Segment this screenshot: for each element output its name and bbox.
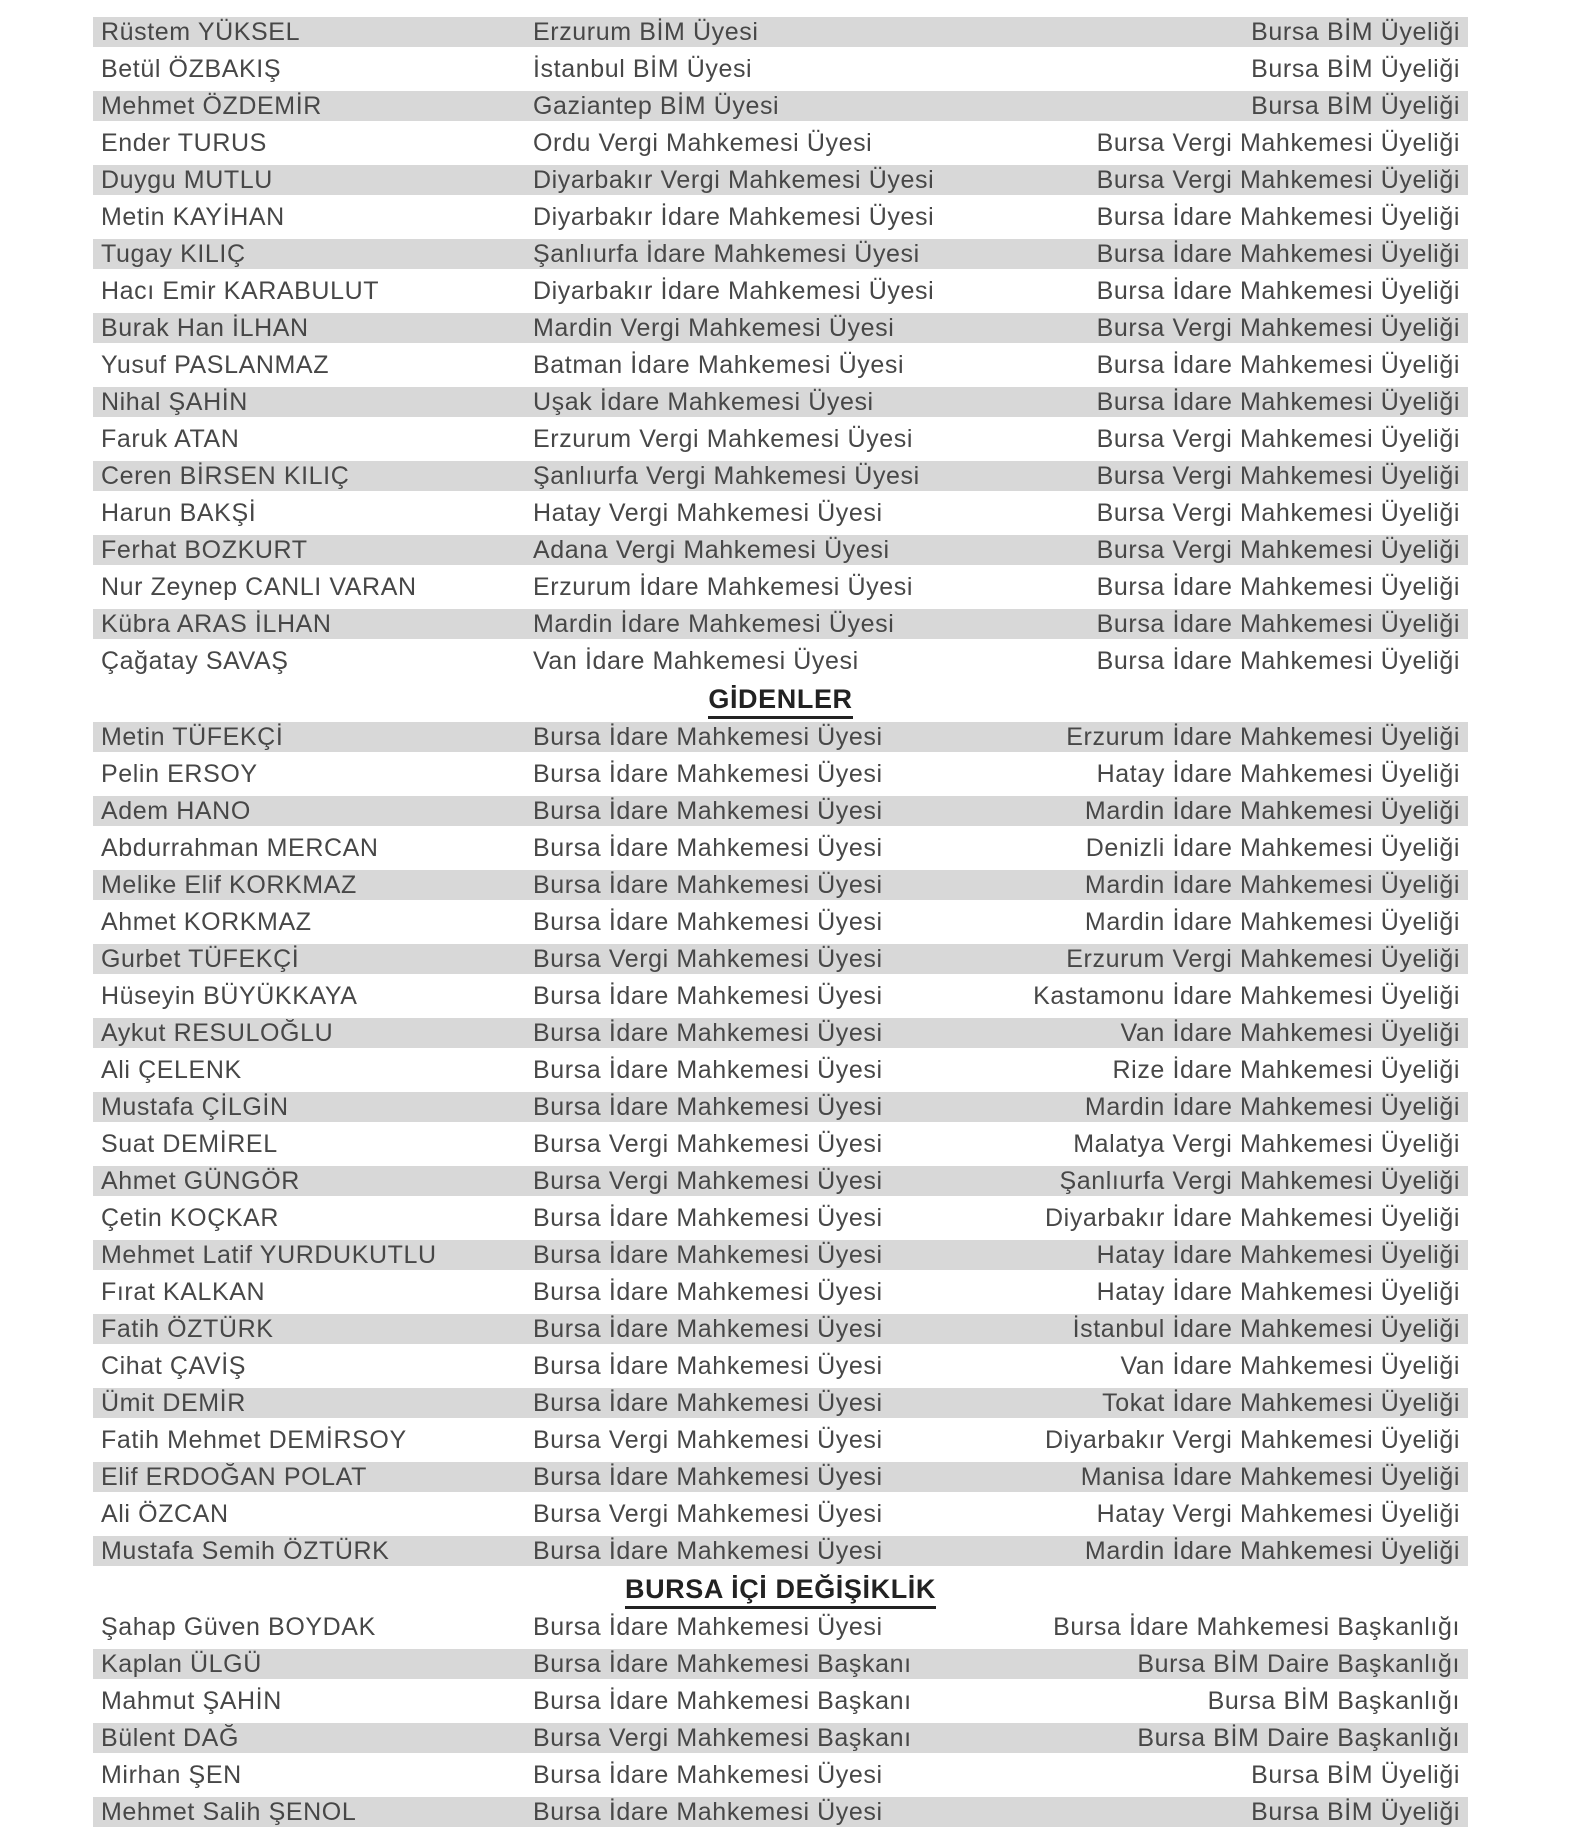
section-header bbox=[93, 1573, 1468, 1605]
table-row bbox=[93, 944, 1468, 974]
table-row bbox=[93, 498, 1468, 528]
table-row bbox=[93, 202, 1468, 232]
current-position: Batman İdare Mahkemesi Üyesi bbox=[533, 351, 905, 379]
table-row bbox=[93, 1499, 1468, 1529]
table-row bbox=[93, 1129, 1468, 1159]
new-position: Bursa İdare Mahkemesi Üyeliği bbox=[1096, 388, 1460, 416]
table-row bbox=[93, 759, 1468, 789]
current-position: Bursa İdare Mahkemesi Üyesi bbox=[533, 723, 883, 751]
person-name: Melike Elif KORKMAZ bbox=[101, 871, 357, 899]
section-title: GİDENLER bbox=[708, 683, 852, 719]
current-position: Bursa İdare Mahkemesi Üyesi bbox=[533, 1537, 883, 1565]
current-position: Şanlıurfa Vergi Mahkemesi Üyesi bbox=[533, 462, 920, 490]
current-position: Bursa İdare Mahkemesi Başkanı bbox=[533, 1687, 912, 1715]
new-position: Bursa İdare Mahkemesi Üyeliği bbox=[1096, 203, 1460, 231]
table-row bbox=[93, 609, 1468, 639]
table-row bbox=[93, 313, 1468, 343]
current-position: Bursa İdare Mahkemesi Üyesi bbox=[533, 1389, 883, 1417]
current-position: Van İdare Mahkemesi Üyesi bbox=[533, 647, 859, 675]
current-position: Bursa İdare Mahkemesi Üyesi bbox=[533, 760, 883, 788]
person-name: Fırat KALKAN bbox=[101, 1278, 266, 1306]
person-name: Mehmet Salih ŞENOL bbox=[101, 1798, 357, 1826]
person-name: Fatih ÖZTÜRK bbox=[101, 1315, 274, 1343]
new-position: Bursa İdare Mahkemesi Üyeliği bbox=[1096, 240, 1460, 268]
person-name: Yusuf PASLANMAZ bbox=[101, 351, 330, 379]
current-position: Bursa İdare Mahkemesi Üyesi bbox=[533, 1241, 883, 1269]
table-row bbox=[93, 239, 1468, 269]
new-position: Bursa İdare Mahkemesi Başkanlığı bbox=[1053, 1613, 1460, 1641]
person-name: Duygu MUTLU bbox=[101, 166, 273, 194]
person-name: Elif ERDOĞAN POLAT bbox=[101, 1463, 367, 1491]
table-row bbox=[93, 54, 1468, 84]
new-position: Malatya Vergi Mahkemesi Üyeliği bbox=[1073, 1130, 1460, 1158]
current-position: Bursa İdare Mahkemesi Üyesi bbox=[533, 1352, 883, 1380]
person-name: Burak Han İLHAN bbox=[101, 314, 309, 342]
new-position: Hatay İdare Mahkemesi Üyeliği bbox=[1096, 1241, 1460, 1269]
table-row bbox=[93, 1277, 1468, 1307]
current-position: Uşak İdare Mahkemesi Üyesi bbox=[533, 388, 874, 416]
new-position: Bursa İdare Mahkemesi Üyeliği bbox=[1096, 351, 1460, 379]
table-row bbox=[93, 165, 1468, 195]
person-name: Hacı Emir KARABULUT bbox=[101, 277, 380, 305]
new-position: Hatay İdare Mahkemesi Üyeliği bbox=[1096, 1278, 1460, 1306]
table-row bbox=[93, 1649, 1468, 1679]
current-position: Bursa İdare Mahkemesi Üyesi bbox=[533, 1204, 883, 1232]
table-row bbox=[93, 646, 1468, 676]
current-position: Bursa Vergi Mahkemesi Üyesi bbox=[533, 1500, 883, 1528]
person-name: Ümit DEMİR bbox=[101, 1389, 246, 1417]
table-row bbox=[93, 1425, 1468, 1455]
new-position: Bursa BİM Üyeliği bbox=[1251, 55, 1460, 83]
table-row bbox=[93, 535, 1468, 565]
table-row bbox=[93, 1760, 1468, 1790]
current-position: Bursa İdare Mahkemesi Üyesi bbox=[533, 871, 883, 899]
person-name: Ceren BİRSEN KILIÇ bbox=[101, 462, 350, 490]
person-name: Ender TURUS bbox=[101, 129, 267, 157]
person-name: Mustafa Semih ÖZTÜRK bbox=[101, 1537, 390, 1565]
person-name: Harun BAKŞİ bbox=[101, 499, 257, 527]
current-position: Bursa İdare Mahkemesi Üyesi bbox=[533, 797, 883, 825]
current-position: Bursa İdare Mahkemesi Üyesi bbox=[533, 1019, 883, 1047]
person-name: Metin KAYİHAN bbox=[101, 203, 285, 231]
current-position: Bursa İdare Mahkemesi Başkanı bbox=[533, 1650, 912, 1678]
new-position: Mardin İdare Mahkemesi Üyeliği bbox=[1084, 1537, 1460, 1565]
table-row bbox=[93, 91, 1468, 121]
table-row bbox=[93, 1240, 1468, 1270]
new-position: Bursa Vergi Mahkemesi Üyeliği bbox=[1096, 499, 1460, 527]
table-row bbox=[93, 1166, 1468, 1196]
new-position: Mardin İdare Mahkemesi Üyeliği bbox=[1084, 908, 1460, 936]
current-position: Bursa İdare Mahkemesi Üyesi bbox=[533, 908, 883, 936]
new-position: Bursa İdare Mahkemesi Üyeliği bbox=[1096, 573, 1460, 601]
new-position: Mardin İdare Mahkemesi Üyeliği bbox=[1084, 871, 1460, 899]
new-position: Bursa BİM Başkanlığı bbox=[1207, 1687, 1460, 1715]
new-position: Erzurum İdare Mahkemesi Üyeliği bbox=[1066, 723, 1460, 751]
new-position: Diyarbakır İdare Mahkemesi Üyeliği bbox=[1045, 1204, 1460, 1232]
new-position: Bursa Vergi Mahkemesi Üyeliği bbox=[1096, 462, 1460, 490]
new-position: Bursa İdare Mahkemesi Üyeliği bbox=[1096, 277, 1460, 305]
new-position: Bursa Vergi Mahkemesi Üyeliği bbox=[1096, 166, 1460, 194]
table-row bbox=[93, 1018, 1468, 1048]
new-position: İstanbul İdare Mahkemesi Üyeliği bbox=[1072, 1315, 1460, 1343]
table-row bbox=[93, 1092, 1468, 1122]
new-position: Rize İdare Mahkemesi Üyeliği bbox=[1112, 1056, 1460, 1084]
current-position: Bursa İdare Mahkemesi Üyesi bbox=[533, 1315, 883, 1343]
person-name: Çetin KOÇKAR bbox=[101, 1204, 280, 1232]
new-position: Bursa BİM Üyeliği bbox=[1251, 1761, 1460, 1789]
current-position: Şanlıurfa İdare Mahkemesi Üyesi bbox=[533, 240, 920, 268]
current-position: Erzurum İdare Mahkemesi Üyesi bbox=[533, 573, 914, 601]
person-name: Gurbet TÜFEKÇİ bbox=[101, 945, 300, 973]
person-name: Hüseyin BÜYÜKKAYA bbox=[101, 982, 358, 1010]
person-name: Çağatay SAVAŞ bbox=[101, 647, 289, 675]
table-row bbox=[93, 1723, 1468, 1753]
new-position: Bursa BİM Üyeliği bbox=[1251, 18, 1460, 46]
new-position: Bursa BİM Üyeliği bbox=[1251, 92, 1460, 120]
person-name: Fatih Mehmet DEMİRSOY bbox=[101, 1426, 407, 1454]
current-position: Ordu Vergi Mahkemesi Üyesi bbox=[533, 129, 873, 157]
person-name: Kübra ARAS İLHAN bbox=[101, 610, 332, 638]
new-position: Şanlıurfa Vergi Mahkemesi Üyeliği bbox=[1059, 1167, 1460, 1195]
current-position: Bursa İdare Mahkemesi Üyesi bbox=[533, 1278, 883, 1306]
table-row bbox=[93, 387, 1468, 417]
table-row bbox=[93, 424, 1468, 454]
table-row bbox=[93, 1536, 1468, 1566]
new-position: Bursa Vergi Mahkemesi Üyeliği bbox=[1096, 536, 1460, 564]
new-position: Bursa BİM Daire Başkanlığı bbox=[1137, 1724, 1460, 1752]
new-position: Mardin İdare Mahkemesi Üyeliği bbox=[1084, 1093, 1460, 1121]
table-row bbox=[93, 870, 1468, 900]
table-row bbox=[93, 981, 1468, 1011]
table-row bbox=[93, 796, 1468, 826]
current-position: İstanbul BİM Üyesi bbox=[533, 55, 753, 83]
current-position: Bursa İdare Mahkemesi Üyesi bbox=[533, 1093, 883, 1121]
new-position: Denizli İdare Mahkemesi Üyeliği bbox=[1085, 834, 1460, 862]
section-title: BURSA İÇİ DEĞİŞİKLİK bbox=[625, 1573, 936, 1609]
new-position: Manisa İdare Mahkemesi Üyeliği bbox=[1080, 1463, 1460, 1491]
person-name: Mirhan ŞEN bbox=[101, 1761, 242, 1789]
table-row bbox=[93, 722, 1468, 752]
person-name: Nur Zeynep CANLI VARAN bbox=[101, 573, 417, 601]
new-position: Van İdare Mahkemesi Üyeliği bbox=[1120, 1019, 1460, 1047]
table-row bbox=[93, 1055, 1468, 1085]
table-row bbox=[93, 1351, 1468, 1381]
current-position: Bursa İdare Mahkemesi Üyesi bbox=[533, 1613, 883, 1641]
table-row bbox=[93, 1203, 1468, 1233]
person-name: Mehmet ÖZDEMİR bbox=[101, 92, 322, 120]
current-position: Erzurum Vergi Mahkemesi Üyesi bbox=[533, 425, 914, 453]
table-row bbox=[93, 350, 1468, 380]
person-name: Kaplan ÜLGÜ bbox=[101, 1650, 262, 1678]
current-position: Bursa İdare Mahkemesi Üyesi bbox=[533, 1798, 883, 1826]
section-header bbox=[93, 683, 1468, 715]
current-position: Adana Vergi Mahkemesi Üyesi bbox=[533, 536, 890, 564]
person-name: Cihat ÇAVİŞ bbox=[101, 1352, 247, 1380]
new-position: Bursa İdare Mahkemesi Üyeliği bbox=[1096, 647, 1460, 675]
person-name: Ahmet GÜNGÖR bbox=[101, 1167, 300, 1195]
person-name: Abdurrahman MERCAN bbox=[101, 834, 379, 862]
table-row bbox=[93, 461, 1468, 491]
person-name: Betül ÖZBAKIŞ bbox=[101, 55, 282, 83]
current-position: Bursa Vergi Mahkemesi Üyesi bbox=[533, 1167, 883, 1195]
person-name: Bülent DAĞ bbox=[101, 1724, 240, 1752]
new-position: Mardin İdare Mahkemesi Üyeliği bbox=[1084, 797, 1460, 825]
new-position: Van İdare Mahkemesi Üyeliği bbox=[1120, 1352, 1460, 1380]
current-position: Mardin İdare Mahkemesi Üyesi bbox=[533, 610, 895, 638]
new-position: Bursa Vergi Mahkemesi Üyeliği bbox=[1096, 314, 1460, 342]
table-row bbox=[93, 1388, 1468, 1418]
table-row bbox=[93, 907, 1468, 937]
new-position: Bursa Vergi Mahkemesi Üyeliği bbox=[1096, 129, 1460, 157]
person-name: Ali ÇELENK bbox=[101, 1056, 242, 1084]
new-position: Hatay İdare Mahkemesi Üyeliği bbox=[1096, 760, 1460, 788]
table-row bbox=[93, 1797, 1468, 1827]
current-position: Diyarbakır İdare Mahkemesi Üyesi bbox=[533, 203, 935, 231]
person-name: Metin TÜFEKÇİ bbox=[101, 723, 284, 751]
current-position: Erzurum BİM Üyesi bbox=[533, 18, 759, 46]
current-position: Bursa Vergi Mahkemesi Üyesi bbox=[533, 945, 883, 973]
current-position: Diyarbakır İdare Mahkemesi Üyesi bbox=[533, 277, 935, 305]
current-position: Bursa İdare Mahkemesi Üyesi bbox=[533, 982, 883, 1010]
person-name: Pelin ERSOY bbox=[101, 760, 258, 788]
person-name: Ahmet KORKMAZ bbox=[101, 908, 312, 936]
current-position: Mardin Vergi Mahkemesi Üyesi bbox=[533, 314, 895, 342]
person-name: Adem HANO bbox=[101, 797, 251, 825]
table-row bbox=[93, 17, 1468, 47]
current-position: Bursa Vergi Mahkemesi Üyesi bbox=[533, 1426, 883, 1454]
table-row bbox=[93, 276, 1468, 306]
current-position: Bursa İdare Mahkemesi Üyesi bbox=[533, 1463, 883, 1491]
new-position: Bursa İdare Mahkemesi Üyeliği bbox=[1096, 610, 1460, 638]
new-position: Hatay Vergi Mahkemesi Üyeliği bbox=[1096, 1500, 1460, 1528]
person-name: Nihal ŞAHİN bbox=[101, 388, 248, 416]
current-position: Gaziantep BİM Üyesi bbox=[533, 92, 780, 120]
person-name: Mehmet Latif YURDUKUTLU bbox=[101, 1241, 437, 1269]
current-position: Bursa Vergi Mahkemesi Üyesi bbox=[533, 1130, 883, 1158]
new-position: Kastamonu İdare Mahkemesi Üyeliği bbox=[1033, 982, 1460, 1010]
person-name: Mahmut ŞAHİN bbox=[101, 1687, 282, 1715]
person-name: Aykut RESULOĞLU bbox=[101, 1019, 334, 1047]
table-row bbox=[93, 572, 1468, 602]
current-position: Hatay Vergi Mahkemesi Üyesi bbox=[533, 499, 883, 527]
person-name: Mustafa ÇİLGİN bbox=[101, 1093, 289, 1121]
current-position: Bursa İdare Mahkemesi Üyesi bbox=[533, 1761, 883, 1789]
person-name: Ali ÖZCAN bbox=[101, 1500, 229, 1528]
person-name: Faruk ATAN bbox=[101, 425, 240, 453]
table-row bbox=[93, 1462, 1468, 1492]
person-name: Suat DEMİREL bbox=[101, 1130, 278, 1158]
new-position: Bursa BİM Daire Başkanlığı bbox=[1137, 1650, 1460, 1678]
new-position: Bursa BİM Üyeliği bbox=[1251, 1798, 1460, 1826]
current-position: Bursa Vergi Mahkemesi Başkanı bbox=[533, 1724, 912, 1752]
table-row bbox=[93, 128, 1468, 158]
table-row bbox=[93, 833, 1468, 863]
table-row bbox=[93, 1314, 1468, 1344]
new-position: Bursa Vergi Mahkemesi Üyeliği bbox=[1096, 425, 1460, 453]
person-name: Şahap Güven BOYDAK bbox=[101, 1613, 376, 1641]
new-position: Diyarbakır Vergi Mahkemesi Üyeliği bbox=[1045, 1426, 1460, 1454]
current-position: Bursa İdare Mahkemesi Üyesi bbox=[533, 834, 883, 862]
new-position: Tokat İdare Mahkemesi Üyeliği bbox=[1102, 1389, 1460, 1417]
person-name: Tugay KILIÇ bbox=[101, 240, 246, 268]
person-name: Rüstem YÜKSEL bbox=[101, 18, 301, 46]
new-position: Erzurum Vergi Mahkemesi Üyeliği bbox=[1066, 945, 1460, 973]
current-position: Diyarbakır Vergi Mahkemesi Üyesi bbox=[533, 166, 935, 194]
current-position: Bursa İdare Mahkemesi Üyesi bbox=[533, 1056, 883, 1084]
table-row bbox=[93, 1612, 1468, 1642]
person-name: Ferhat BOZKURT bbox=[101, 536, 308, 564]
table-row bbox=[93, 1686, 1468, 1716]
